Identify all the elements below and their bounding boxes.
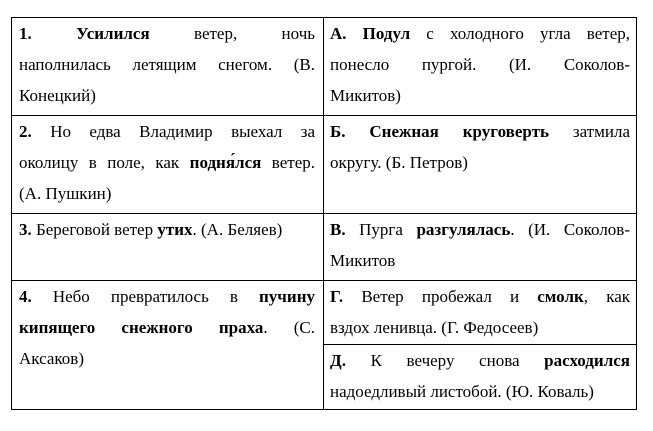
highlighted-word: утих [157,220,193,239]
right-cell-g-line-2: вздох ленивца. (Г. Федосеев) [330,318,539,337]
left-cell-4 [19,281,315,374]
highlighted-word: Усилился [76,24,150,43]
right-cell-b-line-2: округу. (Б. Петров) [330,153,468,172]
right-cell-v-line-2: Микитов [330,251,396,270]
sentence-text: ветер. [261,153,315,172]
left-cell-4-line-3: Аксаков) [19,349,84,368]
right-cell-d [330,345,630,407]
right-cell-d-line-1 [330,345,630,376]
highlighted-phrase: кипящего снежного праха [19,318,264,337]
right-cell-v-line-1 [330,214,630,245]
highlighted-word: Снежная круговерть [369,122,549,141]
left-cell-3-line-1 [19,214,315,245]
left-cell-4-line-1 [19,281,315,312]
right-cell-g-line-1 [330,281,630,312]
left-cell-2 [19,116,315,209]
item-letter: В. [330,220,346,239]
left-cell-1-line-3: Конецкий) [19,86,96,105]
item-number: 1. [19,24,32,43]
right-cell-b [330,116,630,178]
left-cell-1-line-1 [19,18,315,49]
left-cell-1 [19,18,315,111]
sentence-text: . (И. Соколов- [510,220,630,239]
item-letter: Б. [330,122,346,141]
item-letter: А. [330,24,347,43]
item-letter: Д. [330,351,346,370]
right-cell-d-line-2: надоедливый листобой. (Ю. Коваль) [330,382,594,401]
left-cell-2-line-3: (А. Пушкин) [19,184,112,203]
sentence-text: с холодного угла ветер, [410,24,630,43]
highlighted-word: Подул [362,24,411,43]
right-cell-a [330,18,630,111]
highlighted-word: пучину [259,287,315,306]
item-number: 3. [19,220,32,239]
sentence-text: . (А. Беляев) [192,220,283,239]
right-cell-a-line-2: понесло пургой. (И. Соколов- [330,55,630,74]
item-number: 2. [19,122,32,141]
sentence-text: ветер, ночь [149,24,315,43]
highlighted-word: подня́лся [189,153,262,172]
left-cell-3 [19,214,315,245]
right-cell-b-line-1 [330,116,630,147]
highlighted-word: расходился [544,351,630,370]
right-cell-g [330,281,630,343]
left-cell-1-line-2: наполнилась летящим снегом. (В. [19,55,315,74]
sentence-text: затмила [548,122,630,141]
sentence-text: Небо превратилось в [31,287,260,306]
sentence-text: . (С. [263,318,316,337]
sentence-text: Береговой ветер [31,220,158,239]
sentence-text: Ветер пробежал и [343,287,538,306]
right-cell-a-line-3: Микитов) [330,86,401,105]
sentence-text: Но едва Владимир выехал за [31,122,315,141]
sentence-text: Пурга [345,220,417,239]
right-cell-v [330,214,630,276]
item-number: 4. [19,287,32,306]
matching-table [11,17,637,410]
right-cell-a-line-1 [330,18,630,49]
left-cell-2-line-1 [19,116,315,147]
sentence-text: К вечеру снова [345,351,545,370]
item-letter: Г. [330,287,344,306]
highlighted-word: смолк [537,287,584,306]
sentence-text: околицу в поле, как [19,153,190,172]
left-cell-2-line-2 [19,147,315,178]
highlighted-word: разгулялась [416,220,511,239]
sentence-text: , как [583,287,631,306]
left-cell-4-line-2 [19,312,315,343]
